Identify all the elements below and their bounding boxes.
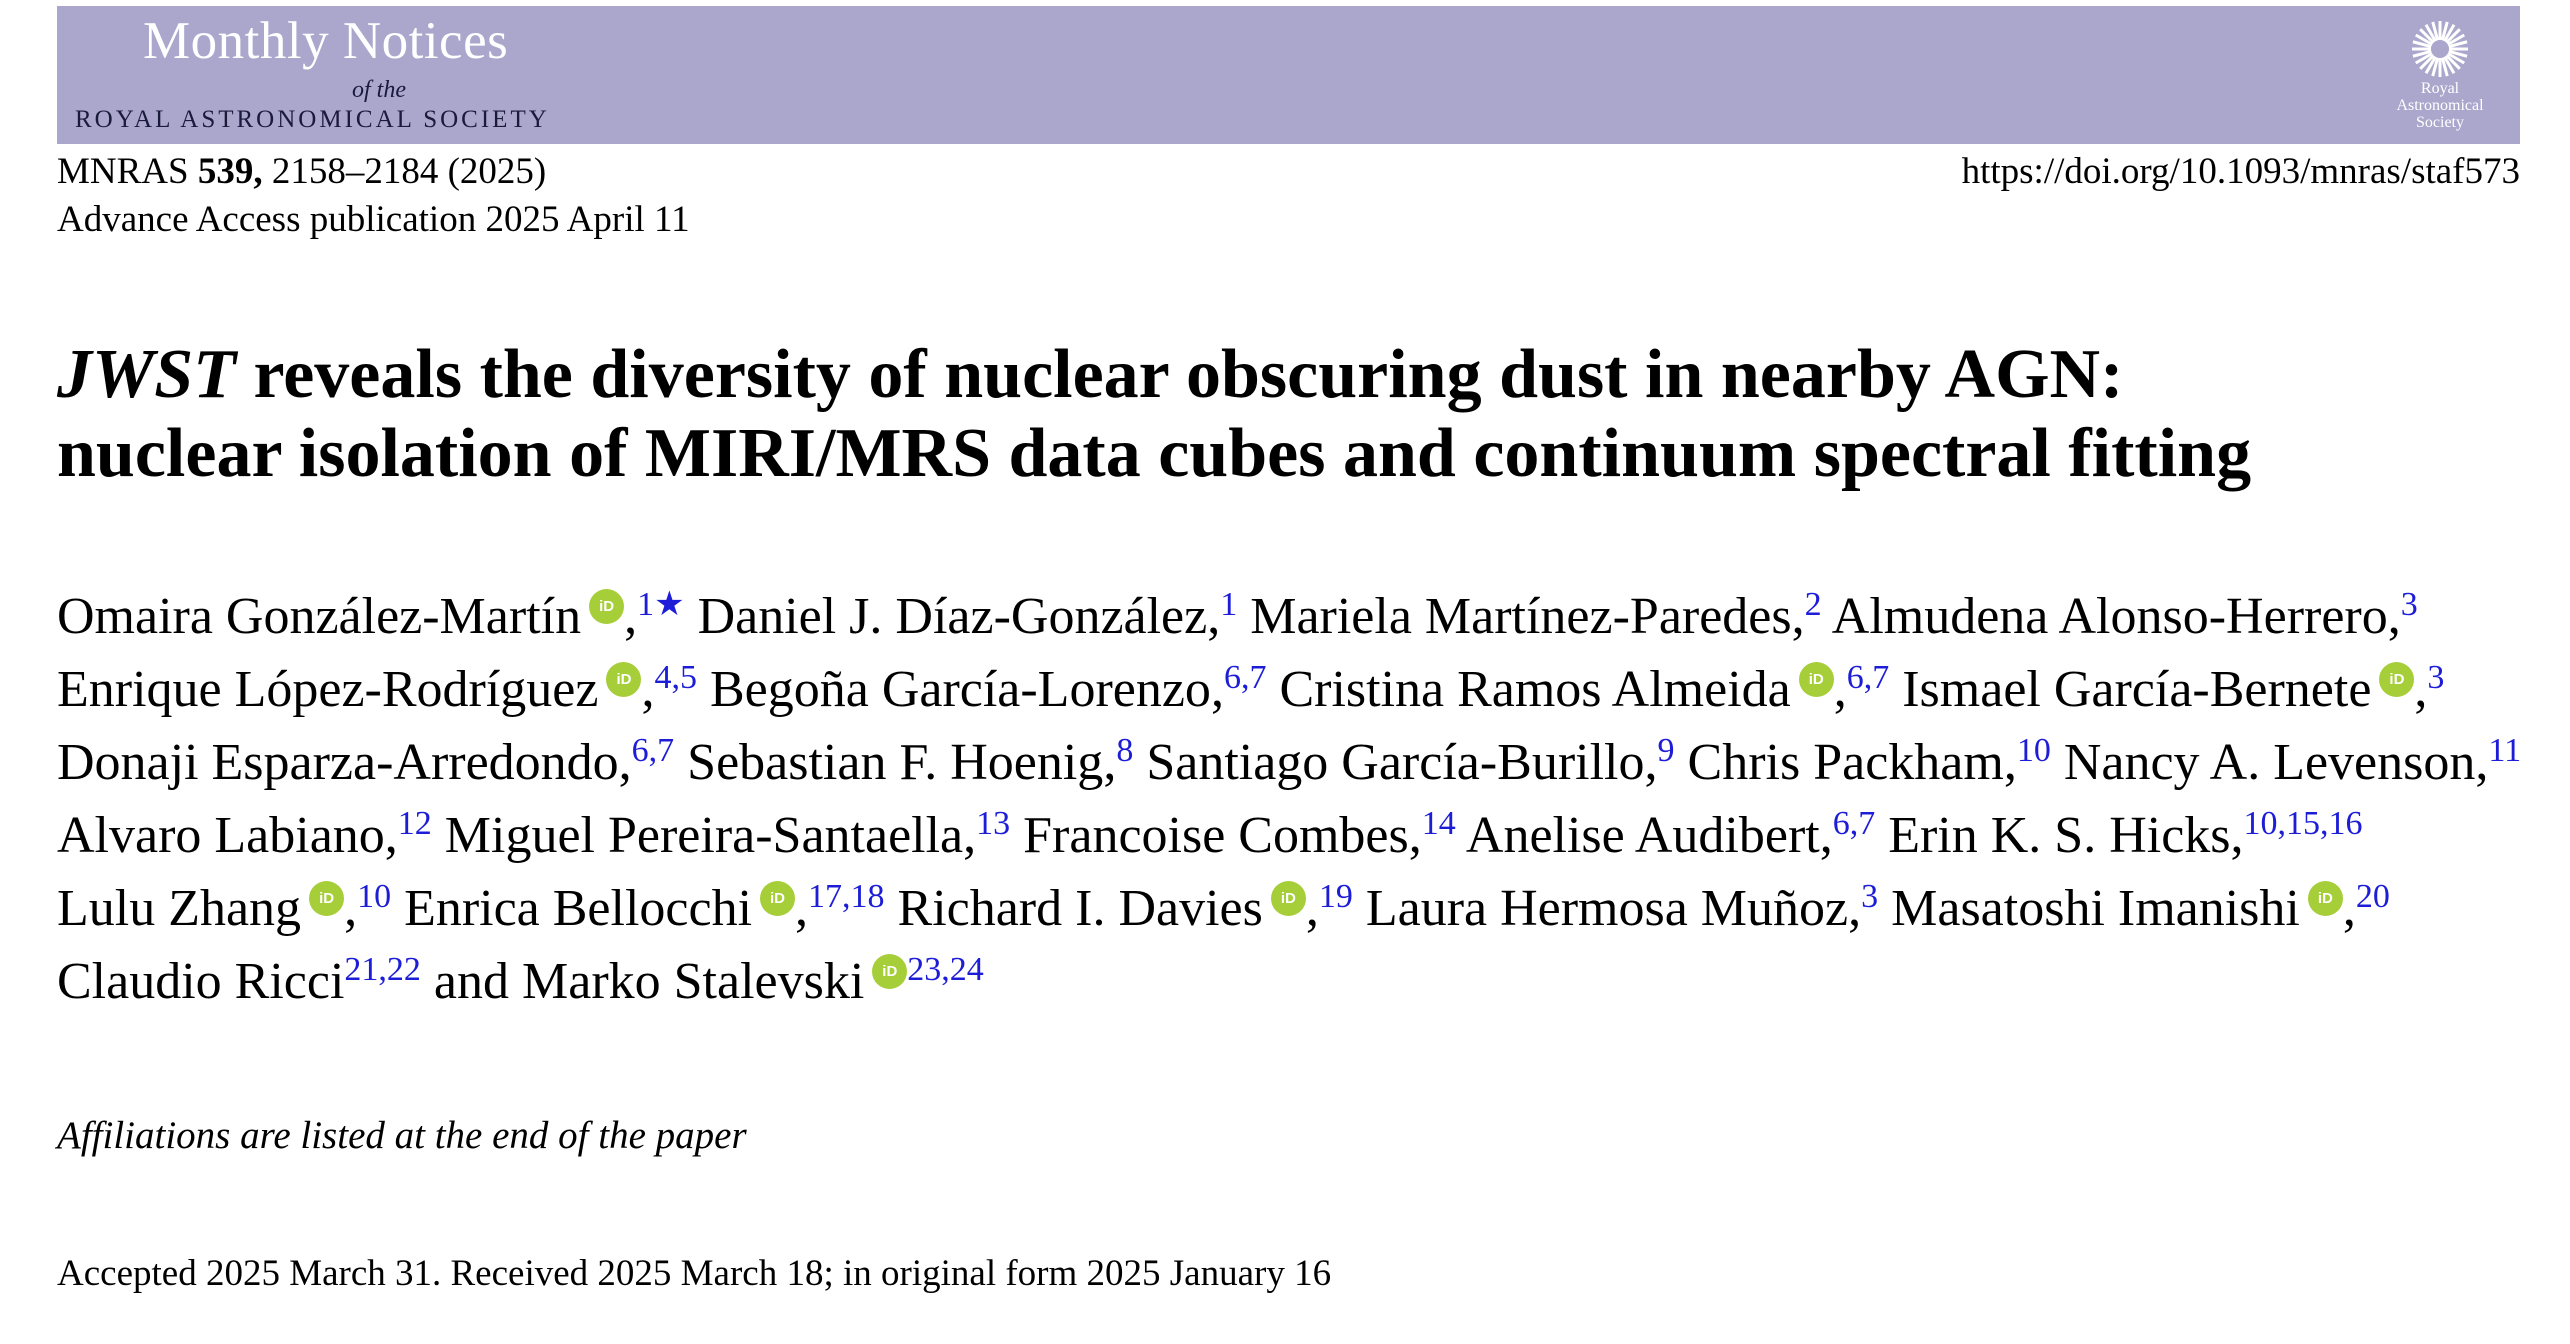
- orcid-icon[interactable]: iD: [872, 954, 907, 989]
- affiliation-marker[interactable]: 3: [2427, 659, 2445, 696]
- affiliation-marker[interactable]: 9: [1657, 732, 1675, 769]
- affiliation-marker[interactable]: 4,5: [654, 659, 697, 696]
- author-entry: [1466, 807, 1875, 864]
- author-list: [57, 580, 2527, 1018]
- author-entry: [687, 734, 1133, 791]
- author-name: Ismael García-Bernete: [1902, 661, 2372, 718]
- author-conjunction: and: [420, 953, 509, 1010]
- logo-line-3: Society: [2416, 114, 2464, 131]
- author-name: Nancy A. Levenson: [2063, 734, 2476, 791]
- affiliation-marker[interactable]: 14: [1421, 805, 1456, 842]
- doi-link[interactable]: https://doi.org/10.1093/mnras/staf573: [1961, 151, 2520, 192]
- author-entry: [1832, 588, 2418, 645]
- author-separator: ,: [1833, 661, 1847, 718]
- affiliation-marker[interactable]: 10: [357, 878, 392, 915]
- author-name: Chris Packham: [1687, 734, 2004, 791]
- author-separator: ,: [1210, 661, 1224, 718]
- author-entry: [1146, 734, 1674, 791]
- author-name: Sebastian F. Hoenig: [687, 734, 1104, 791]
- author-entry: [1902, 661, 2444, 718]
- author-separator: ,: [1103, 734, 1117, 791]
- author-separator: ,: [1791, 588, 1805, 645]
- received-accepted-dates: Accepted 2025 March 31. Received 2025 March 18; in original form 2025 January 16: [57, 1253, 1332, 1294]
- author-name: Daniel J. Díaz-González: [697, 588, 1208, 645]
- author-separator: ,: [2342, 880, 2356, 937]
- pages-year: 2158–2184 (2025): [271, 151, 547, 192]
- author-separator: ,: [795, 880, 809, 937]
- citation-block: [57, 148, 690, 244]
- author-separator: ,: [624, 588, 638, 645]
- author-entry: [698, 588, 1238, 645]
- author-separator: ,: [384, 807, 398, 864]
- affiliation-marker[interactable]: 3: [1861, 878, 1879, 915]
- author-entry: [2064, 734, 2521, 791]
- author-name: Francoise Combes: [1023, 807, 1409, 864]
- author-name: Marko Stalevski: [522, 953, 865, 1010]
- author-entry: [1250, 588, 1821, 645]
- author-name: Enrica Bellocchi: [404, 880, 753, 937]
- author-name: Santiago García-Burillo: [1146, 734, 1645, 791]
- author-separator: ,: [1819, 807, 1833, 864]
- affiliation-marker[interactable]: 11: [2488, 732, 2522, 769]
- author-name: Masatoshi Imanishi: [1891, 880, 2300, 937]
- author-separator: ,: [344, 880, 358, 937]
- author-name: Lulu Zhang: [57, 880, 302, 937]
- author-name: Alvaro Labiano: [57, 807, 385, 864]
- author-entry: [404, 880, 884, 937]
- author-separator: ,: [618, 734, 632, 791]
- affiliation-marker[interactable]: 2: [1804, 586, 1822, 623]
- ras-logo: [2380, 18, 2500, 131]
- author-separator: ,: [2387, 588, 2401, 645]
- author-separator: ,: [641, 661, 655, 718]
- paper-title: [57, 335, 2517, 493]
- orcid-icon[interactable]: iD: [589, 589, 624, 624]
- affiliation-marker[interactable]: 21,22: [344, 951, 421, 988]
- affiliation-marker[interactable]: 20: [2355, 878, 2390, 915]
- orcid-icon[interactable]: iD: [1799, 662, 1834, 697]
- author-separator: ,: [2003, 734, 2017, 791]
- author-name: Erin K. S. Hicks: [1888, 807, 2231, 864]
- affiliation-marker[interactable]: 6,7: [1223, 659, 1267, 696]
- author-entry: [57, 734, 674, 791]
- author-entry: [522, 953, 984, 1010]
- orcid-icon[interactable]: iD: [606, 662, 641, 697]
- affiliation-marker[interactable]: 10,15,16: [2243, 805, 2363, 842]
- author-separator: ,: [2230, 807, 2244, 864]
- author-separator: ,: [1408, 807, 1422, 864]
- title-line2: nuclear isolation of MIRI/MRS data cubes and continuum spectral fitting: [57, 415, 2252, 492]
- author-separator: ,: [2475, 734, 2489, 791]
- author-name: Claudio Ricci: [57, 953, 345, 1010]
- author-entry: [57, 807, 432, 864]
- journal-name: Monthly Notices: [143, 12, 509, 70]
- author-entry: [57, 661, 697, 718]
- affiliation-marker[interactable]: 13: [976, 805, 1011, 842]
- author-name: Richard I. Davies: [897, 880, 1263, 937]
- author-entry: [57, 588, 685, 645]
- orcid-icon[interactable]: iD: [1271, 881, 1306, 916]
- author-name: Miguel Pereira-Santaella: [444, 807, 964, 864]
- orcid-icon[interactable]: iD: [309, 881, 344, 916]
- volume: 539,: [197, 151, 263, 192]
- orcid-icon[interactable]: iD: [2379, 662, 2414, 697]
- author-entry: [1688, 734, 2051, 791]
- affiliations-note: Affiliations are listed at the end of the paper: [57, 1114, 747, 1157]
- author-entry: [1366, 880, 1878, 937]
- author-name: Cristina Ramos Almeida: [1279, 661, 1791, 718]
- affiliation-marker[interactable]: 3: [2400, 586, 2418, 623]
- author-entry: [445, 807, 1010, 864]
- logo-line-2: Astronomical: [2396, 97, 2484, 114]
- affiliation-marker[interactable]: 6,7: [1832, 805, 1876, 842]
- journal-society: ROYAL ASTRONOMICAL SOCIETY: [75, 106, 550, 133]
- title-line1: reveals the diversity of nuclear obscuring dust in nearby AGN:: [235, 336, 2124, 413]
- author-name: Almudena Alonso-Herrero: [1831, 588, 2388, 645]
- affiliation-marker[interactable]: 8: [1116, 732, 1134, 769]
- author-name: Donaji Esparza-Arredondo: [57, 734, 619, 791]
- affiliation-marker[interactable]: 1: [1220, 586, 1238, 623]
- author-entry: [710, 661, 1266, 718]
- author-name: Enrique López-Rodríguez: [57, 661, 599, 718]
- affiliation-marker[interactable]: 6,7: [631, 732, 675, 769]
- journal-banner: [57, 6, 2520, 144]
- author-name: Laura Hermosa Muñoz: [1365, 880, 1849, 937]
- title-italic: JWST: [57, 336, 236, 413]
- orcid-icon[interactable]: iD: [2308, 881, 2343, 916]
- citation-line: [57, 148, 690, 196]
- author-name: Begoña García-Lorenzo: [709, 661, 1211, 718]
- author-separator: ,: [2414, 661, 2428, 718]
- affiliation-marker[interactable]: 19: [1318, 878, 1353, 915]
- journal-of-the: of the: [352, 77, 406, 103]
- affiliation-marker[interactable]: 17,18: [808, 878, 885, 915]
- author-entry: [57, 953, 509, 1010]
- author-separator: ,: [1207, 588, 1221, 645]
- affiliation-marker[interactable]: 23,24: [907, 951, 984, 988]
- journal-abbrev: MNRAS: [57, 151, 189, 192]
- author-separator: ,: [1644, 734, 1658, 791]
- orcid-icon[interactable]: iD: [760, 881, 795, 916]
- author-entry: [1888, 807, 2362, 864]
- ras-starburst-icon: [2409, 18, 2471, 80]
- author-name: Mariela Martínez-Paredes: [1250, 588, 1792, 645]
- affiliation-marker[interactable]: 6,7: [1846, 659, 1890, 696]
- author-separator: ,: [963, 807, 977, 864]
- author-separator: ,: [1848, 880, 1862, 937]
- author-name: Anelise Audibert: [1465, 807, 1820, 864]
- author-entry: [1891, 880, 2390, 937]
- author-entry: [1023, 807, 1456, 864]
- logo-line-1: Royal: [2420, 80, 2460, 97]
- advance-access: Advance Access publication 2025 April 11: [57, 199, 690, 240]
- affiliation-marker[interactable]: 1★: [637, 586, 685, 623]
- author-name: Omaira González-Martín: [57, 588, 582, 645]
- author-entry: [898, 880, 1353, 937]
- author-entry: [1279, 661, 1889, 718]
- author-entry: [57, 880, 391, 937]
- author-separator: ,: [1305, 880, 1319, 937]
- affiliation-marker[interactable]: 12: [397, 805, 432, 842]
- affiliation-marker[interactable]: 10: [2016, 732, 2051, 769]
